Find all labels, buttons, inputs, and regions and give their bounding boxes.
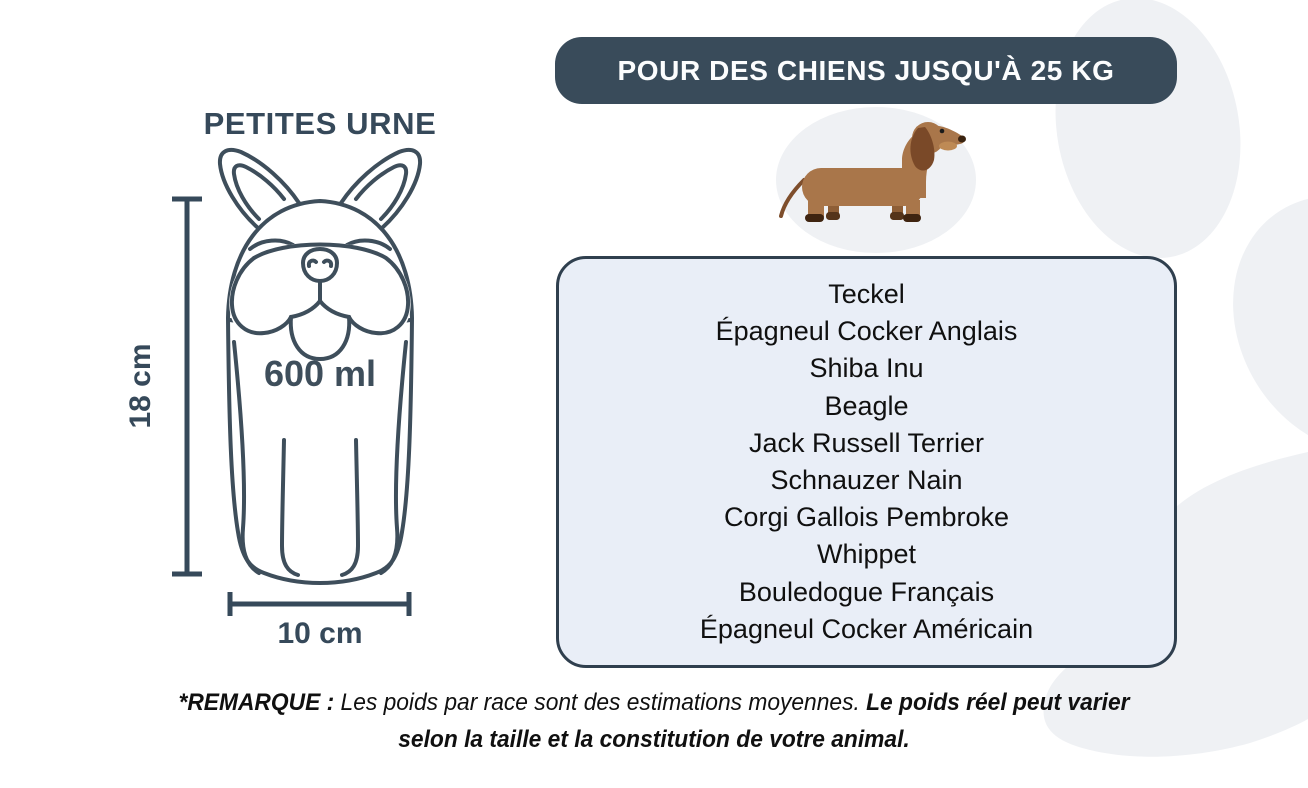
urn-size-title: PETITES URNE (203, 106, 437, 141)
breed-item: Schnauzer Nain (770, 465, 963, 495)
urn-width-label: 10 cm (277, 617, 363, 650)
note-prefix: *REMARQUE : (178, 689, 335, 716)
breed-list-box (556, 256, 1177, 668)
dachshund-icon (778, 116, 968, 228)
note-body: Les poids par race sont des estimations moyennes. (340, 689, 860, 716)
breed-item: Épagneul Cocker Anglais (715, 316, 1018, 347)
weight-limit-label: POUR DES CHIENS JUSQU'À 25 KG (617, 54, 1115, 86)
urn-height-label: 18 cm (124, 343, 157, 429)
weight-limit-banner (555, 37, 1177, 104)
breed-item: Whippet (816, 539, 917, 570)
breed-item: Corgi Gallois Pembroke (723, 502, 1010, 533)
french-bulldog-urn-icon (120, 140, 470, 660)
note-text (170, 684, 1137, 758)
breed-item: Beagle (824, 390, 909, 421)
breed-item: Shiba Inu (809, 353, 924, 384)
breed-item: Bouledogue Français (738, 576, 995, 607)
note-emphasis: Le poids réel peut varier selon la taille et la constitution de votre animal. (398, 689, 1130, 753)
breed-item: Épagneul Cocker Américain (699, 613, 1034, 644)
urn-volume-label: 600 ml (263, 353, 377, 394)
breed-item: Jack Russell Terrier (748, 427, 985, 458)
breed-item: Teckel (828, 278, 905, 309)
